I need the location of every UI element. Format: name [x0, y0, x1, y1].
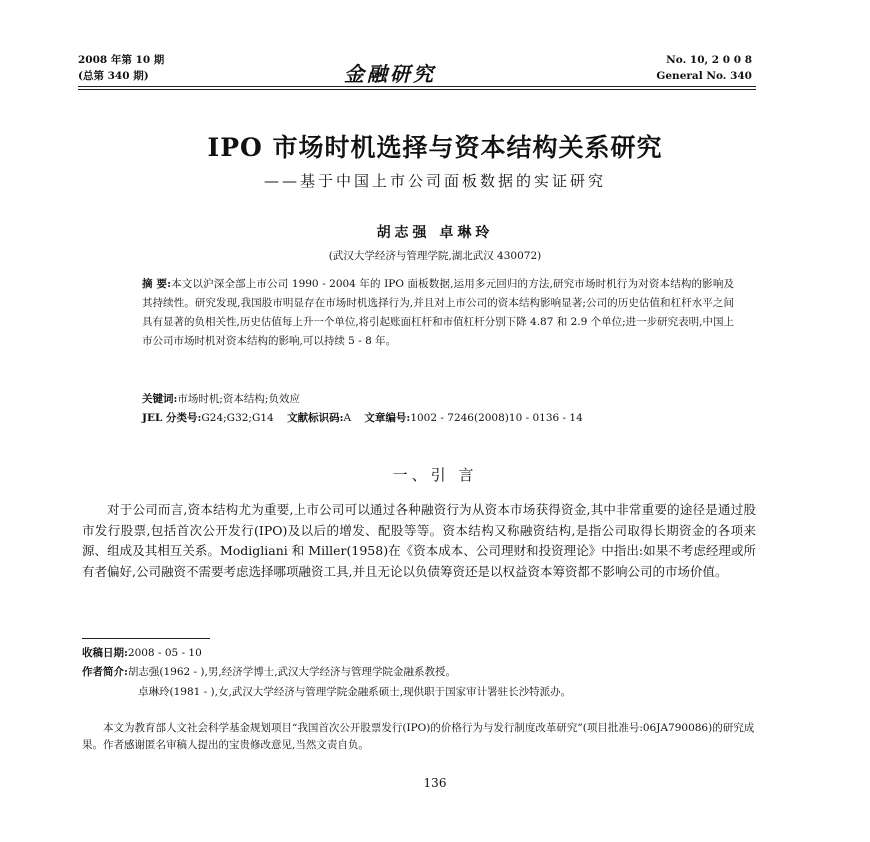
author-note-1-text: 胡志强(1962 - ),男,经济学博士,武汉大学经济与管理学院金融系教授。	[127, 666, 457, 678]
abstract-label: 摘 要:	[142, 278, 172, 290]
jel-label: JEL 分类号:	[142, 412, 202, 424]
classification	[142, 409, 734, 428]
footnote-rule	[82, 638, 210, 639]
issue-number-en: No. 10, 2 0 0 8	[666, 54, 752, 66]
issue-number: 2008 年第 10 期	[78, 54, 165, 66]
keywords-block	[142, 390, 734, 428]
article-number: 1002 - 7246(2008)10 - 0136 - 14	[410, 412, 583, 424]
header-rule-top	[78, 86, 756, 87]
affiliation: (武汉大学经济与管理学院,湖北武汉 430072)	[328, 250, 542, 262]
article-number-label: 文章编号:	[364, 412, 411, 424]
doc-code-label: 文献标识码:	[287, 412, 344, 424]
keywords-text: 市场时机;资本结构;负效应	[177, 393, 300, 405]
received-label: 收稿日期:	[82, 647, 128, 659]
header-rule-bottom	[78, 89, 756, 90]
abstract	[142, 275, 734, 351]
keywords-label: 关键词:	[142, 393, 178, 405]
abstract-text: 本文以沪深全部上市公司 1990 - 2004 年的 IPO 面板数据,运用多元回归的方法,研究市场时机行为对资本结构的影响及其持续性。研究发现,我国股市明显存在市场时机选择行为,并且对上市公司的资本结构影响显著;公司的历史估值和杠杆水平之间具有显著的负相关性,历史估值每上升一个单位,将引起账面杠杆和市值杠杆分别下降 4.87 和 2.9 个单位;进一步研究表明,中国上市公司市场时机对资本结构的影响,可以持续 5 - 8 年。	[142, 278, 734, 347]
author-note-label: 作者简介:	[82, 666, 128, 678]
page-number: 136	[423, 776, 447, 790]
received-value: 2008 - 05 - 10	[127, 647, 202, 659]
section-heading: 一、引 言	[392, 466, 478, 484]
paper-title: IPO 市场时机选择与资本结构关系研究	[207, 133, 663, 162]
funding-note: 本文为教育部人文社会科学基金规划项目“我国首次公开股票发行(IPO)的价格行为与发行制度改革研究”(项目批准号:06JA790086)的研究成果。作者感谢匿名审稿人提出的宝贵修改意见,当然文责自负。	[82, 722, 755, 751]
keywords	[142, 390, 734, 409]
authors: 胡志强 卓琳玲	[376, 225, 494, 241]
jel-codes: G24;G32;G14	[201, 412, 274, 424]
author-note-2: 卓琳玲(1981 - ),女,武汉大学经济与管理学院金融系硕士,现供职于国家审计署驻长沙特派办。	[138, 686, 572, 698]
author-note-1	[82, 664, 756, 681]
cumulative-issue: (总第 340 期)	[78, 70, 149, 82]
general-number-en: General No. 340	[656, 70, 752, 82]
received-date	[82, 645, 756, 662]
issue-info-left	[78, 52, 164, 84]
issue-info-right	[656, 52, 752, 84]
doc-code: A	[343, 412, 352, 424]
body-paragraph: 对于公司而言,资本结构尤为重要,上市公司可以通过各种融资行为从资本市场获得资金,其中非常重要的途径是通过股市发行股票,包括首次公开发行(IPO)及以后的增发、配股等等。资本结构又称融资结构,是指公司取得长期资金的各项来源、组成及其相互关系。Modigliani 和 Miller(1958)在《资本成本、公司理财和投资理论》中指出:如果不考虑经理或所有者偏好,公司融资不需要考虑选择哪项融资工具,并且无论以负债筹资还是以权益资本筹资都不影响公司的市场价值。	[82, 502, 756, 579]
journal-name: 金融研究	[344, 62, 436, 86]
paper-subtitle: ——基于中国上市公司面板数据的实证研究	[263, 172, 606, 190]
